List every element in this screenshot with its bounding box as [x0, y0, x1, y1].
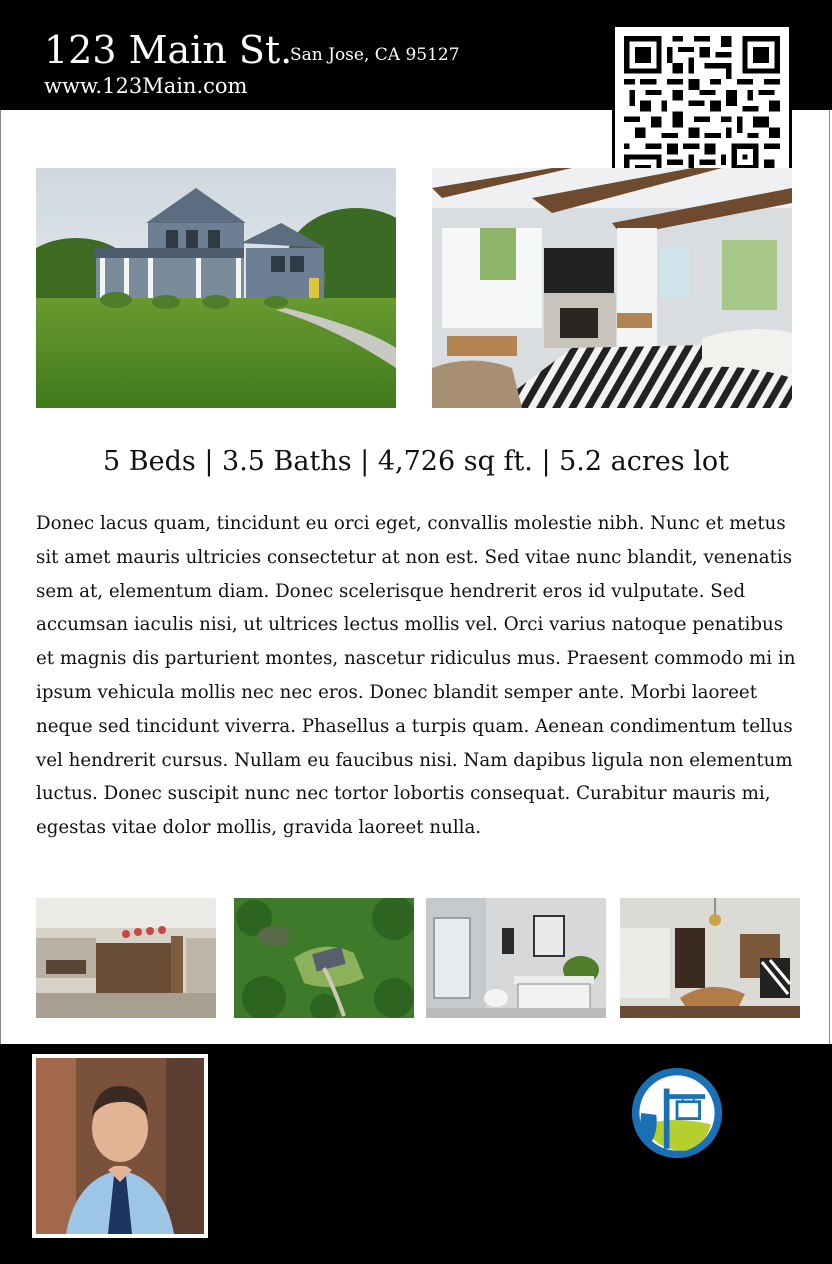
brand-name: OPTICOM [587, 1160, 767, 1199]
property-stats: 5 Beds | 3.5 Baths | 4,726 sq ft. | 5.2 acres lot [103, 446, 729, 477]
agent-headshot-photo [32, 1054, 208, 1238]
brand-tagline: Sign Post Services [599, 1204, 755, 1224]
property-address: 123 Main St. [44, 28, 293, 72]
property-description: Donec lacus quam, tincidunt eu orci eget, convallis molestie nibh. Nunc et metus sit amet mauris ultricies consectetur at non est. Sed vitae nunc blandit, venenatis sem at, elementum diam. Donec scelerisque hendrerit eros id vulputate. Sed accumsan iaculis nisi, ut ultrices lectus mollis vel. Orci varius natoque penatibus et magnis dis parturient montes, nascetur ridiculus mus. Praesent commodo mi in ipsum vehicula mollis nec nec eros. Donec blandit semper ante. Morbi laoreet neque sed tincidunt viverra. Phasellus a turpis quam. Aenean condimentum tellus vel hendrerit cursus. Nullam eu faucibus nisi. Nam dapibus ligula non elementum luctus. Donec suscipit nunc nec tortor lobortis consequat. Curabitur mauris mi, egestas vitae dolor mollis, gravida laoreet nulla. [36, 513, 796, 839]
basement-bar-photo [36, 898, 216, 1018]
agent-website[interactable]: www.yourcompany.com [228, 1149, 455, 1171]
bathroom-photo [426, 898, 606, 1018]
house-exterior-photo [36, 168, 396, 408]
aerial-view-photo [234, 898, 414, 1018]
sign-post-logo-icon [630, 1066, 724, 1160]
property-city: San Jose, CA 95127 [290, 45, 460, 65]
dining-room-photo [620, 898, 800, 1018]
property-website[interactable]: www.123Main.com [44, 74, 248, 98]
agent-name: Joe Realtor [228, 1072, 415, 1111]
agent-email[interactable]: Joe.Realtor@yourcompany.com [228, 1173, 465, 1191]
agent-phone[interactable]: 408.123.4567 [228, 1110, 452, 1148]
agent-dre-number: DRE: #01234567 [228, 1196, 337, 1211]
living-room-photo [432, 168, 792, 408]
